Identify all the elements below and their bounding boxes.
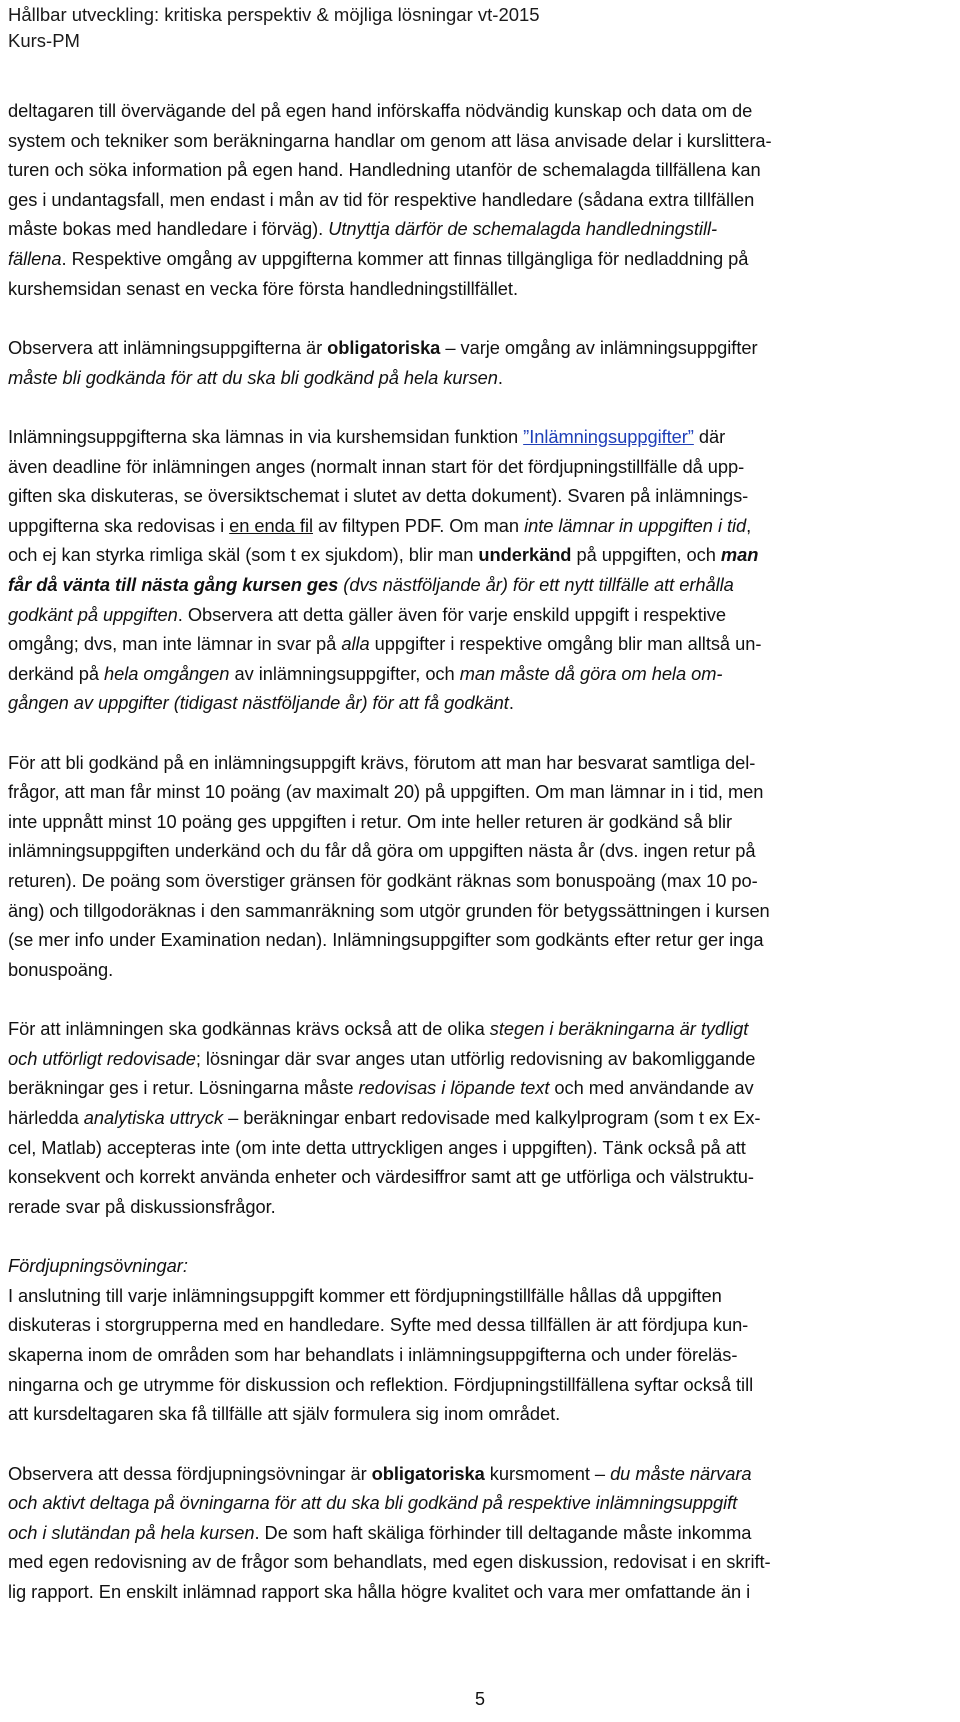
- emphasis-text: gången av uppgifter (tidigast nästföljande år) för att få godkänt: [8, 692, 509, 714]
- emphasis-text: Utnyttja därför de schemalagda handledningstill-: [328, 218, 718, 240]
- emphasis-text: godkänt på uppgiften: [8, 603, 178, 625]
- text-line: [8, 214, 952, 244]
- text-run: . Observera att detta gäller även för varje enskild uppgift i respektive: [177, 603, 726, 625]
- text-run: där: [693, 425, 726, 447]
- text-line: [8, 244, 952, 274]
- text-line: giften ska diskuteras, se översiktschemat i slutet av detta dokument). Svaren på inlämnings-: [8, 485, 749, 507]
- text-line: cel, Matlab) accepteras inte (om inte detta uttryckligen anges i uppgiften). Tänk också på att: [8, 1136, 746, 1158]
- emphasis-text: redovisas i löpande text: [358, 1077, 550, 1099]
- text-line: [8, 688, 952, 718]
- emphasis-text: du måste närvara: [610, 1462, 752, 1484]
- bold-emphasis-text: får då vänta till nästa gång kursen ges: [8, 573, 339, 595]
- text-line: diskuteras i storgrupperna med en handledare. Syfte med dessa tillfällen är att fördjupa kun-: [8, 1314, 749, 1336]
- emphasis-text: hela omgången: [104, 662, 230, 684]
- text-run: För att inlämningen ska godkännas krävs också att de olika: [8, 1018, 490, 1040]
- paragraph-inlamning: [8, 422, 952, 718]
- text-line: [8, 540, 952, 570]
- document-subtitle: Kurs-PM: [8, 30, 80, 51]
- text-run: härledda: [8, 1107, 84, 1128]
- text-run: på uppgiften, och: [571, 544, 721, 566]
- text-run: beräkningar ges i retur. Lösningarna måste: [8, 1077, 359, 1099]
- text-run: och med användande av: [549, 1077, 754, 1099]
- text-line: [8, 600, 952, 630]
- text-run: av inlämningsuppgifter, och: [229, 662, 460, 684]
- text-line: [8, 511, 952, 541]
- text-run: av filtypen PDF. Om man: [312, 514, 525, 536]
- text-run: .: [497, 366, 503, 388]
- text-line: [8, 1103, 952, 1133]
- text-line: rerade svar på diskussionsfrågor.: [8, 1195, 276, 1217]
- text-line: [8, 1073, 952, 1103]
- text-run: . De som haft skäliga förhinder till deltagande måste inkomma: [254, 1521, 752, 1543]
- emphasis-text: inte lämnar in uppgiften i tid: [524, 514, 747, 536]
- text-line: För att bli godkänd på en inlämningsuppgift krävs, förutom att man har besvarat samtliga del-: [8, 751, 756, 773]
- text-line: inte uppnått minst 10 poäng ges uppgiften i retur. Om inte heller returen är godkänd så blir: [8, 810, 733, 832]
- emphasis-text: och utförligt redovisade: [8, 1047, 196, 1069]
- paragraph-handledning: [8, 96, 952, 303]
- emphasis-text: måste bli godkända för att du ska bli godkänd på hela kursen: [8, 366, 498, 388]
- emphasis-text: alla: [341, 633, 370, 655]
- text-line: returen). De poäng som överstiger gränsen för godkänt räknas som bonuspoäng (max 10 po-: [8, 870, 758, 892]
- text-line: system och tekniker som beräkningarna handlar om genom att läsa anvisade delar i kurslittera-: [8, 129, 772, 151]
- text-run: – beräkningar enbart redovisade med kalkylprogram (som t ex Ex-: [223, 1107, 761, 1128]
- text-line: [8, 1459, 952, 1489]
- text-line: [8, 1488, 952, 1518]
- text-run: ; lösningar där svar anges utan utförlig redovisning av bakomliggande: [195, 1047, 756, 1069]
- text-run: omgång; dvs, man inte lämnar in svar på: [8, 633, 342, 655]
- text-line: turen och söka information på egen hand. Handledning utanför de schemalagda tillfällena kan: [8, 159, 761, 181]
- emphasis-text: stegen i beräkningarna är tydligt: [489, 1018, 749, 1040]
- text-run: uppgifter i respektive omgång blir man alltså un-: [369, 633, 762, 655]
- text-line: [8, 1518, 952, 1548]
- paragraph-fordjupning: [8, 1251, 952, 1429]
- bold-text: underkänd: [478, 544, 572, 566]
- text-line: I anslutning till varje inlämningsuppgift kommer ett fördjupningstillfälle hållas då uppgiften: [8, 1284, 722, 1306]
- text-run: kursmoment –: [484, 1462, 611, 1484]
- bold-emphasis-text: man: [720, 544, 759, 566]
- text-line: att kursdeltagaren ska få tillfälle att själv formulera sig inom området.: [8, 1403, 561, 1425]
- text-run: .: [508, 692, 514, 714]
- paragraph-redovisning: [8, 1014, 952, 1221]
- emphasis-text: och i slutändan på hela kursen: [8, 1521, 255, 1543]
- text-line: även deadline för inlämningen anges (normalt innan start för det fördjupningstillfälle då upp-: [8, 455, 745, 477]
- text-run: ,: [746, 514, 752, 536]
- text-line: bonuspoäng.: [8, 958, 114, 980]
- text-run: derkänd på: [8, 662, 105, 684]
- document-body: [8, 96, 952, 1607]
- text-line: [8, 570, 952, 600]
- text-run: och ej kan styrka rimliga skäl (som t ex sjukdom), blir man: [8, 544, 479, 566]
- text-line: kurshemsidan senast en vecka före första handledningstillfället.: [8, 277, 518, 299]
- text-run: Observera att dessa fördjupningsövningar är: [8, 1462, 372, 1484]
- emphasis-text: och aktivt deltaga på övningarna för att du ska bli godkänd på respektive inlämningsuppgift: [8, 1492, 738, 1514]
- page-header: [8, 2, 540, 54]
- text-line: deltagaren till övervägande del på egen hand införskaffa nödvändig kunskap och data om de: [8, 100, 753, 121]
- inlamningsuppgifter-link[interactable]: ”Inlämningsuppgifter”: [523, 425, 694, 447]
- text-line: [8, 333, 952, 363]
- text-line: [8, 1014, 952, 1044]
- text-line: [8, 422, 952, 452]
- underlined-text: en enda fil: [229, 514, 313, 536]
- text-line: ningarna och ge utrymme för diskussion och reflektion. Fördjupningstillfällena syftar också till: [8, 1373, 754, 1395]
- emphasis-text: fällena: [8, 247, 62, 269]
- text-line: inlämningsuppgiften underkänd och du får då göra om uppgiften nästa år (dvs. ingen retur på: [8, 840, 756, 862]
- text-line: (se mer info under Examination nedan). Inlämningsuppgifter som godkänts efter retur ger inga: [8, 929, 764, 951]
- text-run: – varje omgång av inlämningsuppgifter: [440, 336, 758, 358]
- text-line: ges i undantagsfall, men endast i mån av tid för respektive handledare (sådana extra tillfällen: [8, 188, 755, 210]
- text-run: uppgifterna ska redovisas i: [8, 514, 230, 536]
- text-line: [8, 659, 952, 689]
- emphasis-text: (dvs nästföljande år) för ett nytt tillfälle att erhålla: [338, 573, 734, 595]
- emphasis-text: man måste då göra om hela om-: [459, 662, 723, 684]
- paragraph-obligatoriska-ovningar: [8, 1459, 952, 1607]
- text-run: . Respektive omgång av uppgifterna kommer att finnas tillgängliga för nedladdning på: [61, 247, 749, 269]
- text-line: konsekvent och korrekt använda enheter och värdesiffror samt att ge utförliga och välstruktu-: [8, 1166, 754, 1188]
- text-line: äng) och tillgodoräknas i den sammanräkning som utgör grunden för betygssättningen i kursen: [8, 899, 770, 921]
- text-run: Observera att inlämningsuppgifterna är: [8, 336, 328, 358]
- text-line: [8, 363, 952, 393]
- emphasis-text: analytiska uttryck: [83, 1107, 224, 1128]
- text-line: skaperna inom de områden som har behandlats i inlämningsuppgifterna och under föreläs-: [8, 1343, 738, 1365]
- paragraph-godkand: [8, 748, 952, 985]
- bold-text: obligatoriska: [371, 1462, 485, 1484]
- text-line: frågor, att man får minst 10 poäng (av maximalt 20) på uppgiften. Om man lämnar in i tid, men: [8, 781, 764, 803]
- text-line: med egen redovisning av de frågor som behandlats, med egen diskussion, redovisat i en skrift-: [8, 1551, 771, 1573]
- page-number: 5: [474, 1689, 485, 1709]
- paragraph-obligatoriska: [8, 333, 952, 392]
- text-line: lig rapport. En enskilt inlämnad rapport ska hålla högre kvalitet och vara mer omfattande än i: [8, 1580, 751, 1602]
- text-run: måste bokas med handledare i förväg).: [8, 218, 329, 240]
- bold-text: obligatoriska: [327, 336, 441, 358]
- text-line: [8, 629, 952, 659]
- emphasis-text: Fördjupningsövningar:: [8, 1255, 188, 1277]
- text-line: [8, 1044, 952, 1074]
- text-run: Inlämningsuppgifterna ska lämnas in via kurshemsidan funktion: [8, 425, 524, 447]
- section-heading: [8, 1251, 952, 1281]
- document-title: Hållbar utveckling: kritiska perspektiv & möjliga lösningar vt-2015: [8, 4, 540, 25]
